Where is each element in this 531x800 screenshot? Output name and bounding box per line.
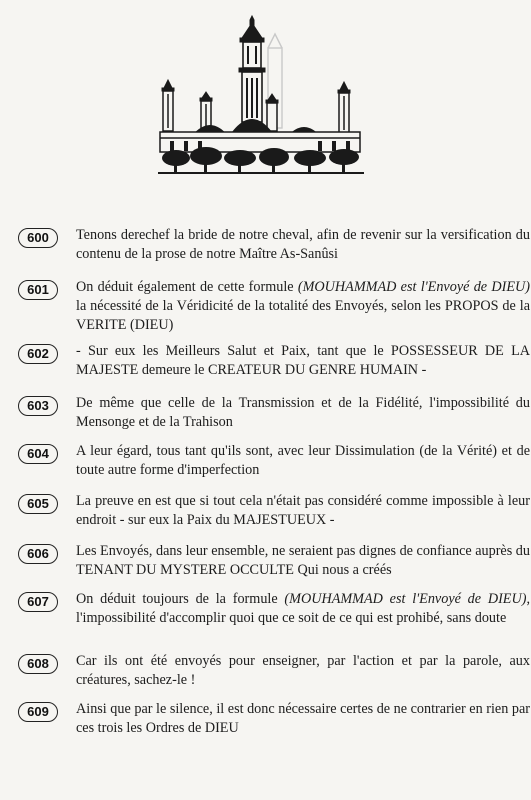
verse-number-badge: 602	[18, 344, 58, 364]
verse-text: A leur égard, tous tant qu'ils sont, avec leur Dissimulation (de la Vérité) et de toute autre forme d'imperfection	[76, 443, 530, 478]
verse-number-badge: 605	[18, 494, 58, 514]
verse-number-badge: 604	[18, 444, 58, 464]
verse-text: La preuve en est que si tout cela n'était pas considéré comme impossible à leur endroit - sur eux la Paix du MAJESTUEUX -	[76, 493, 530, 528]
verse-text: Ainsi que par le silence, il est donc nécessaire certes de ne contrarier en rien par ces trois les Ordres de DIEU	[76, 701, 530, 736]
verse-text: Les Envoyés, dans leur ensemble, ne seraient pas dignes de confiance auprès du TENANT DU MYSTERE OCCULTE Qui nous a créés	[76, 543, 530, 578]
verse-number-badge: 607	[18, 592, 58, 612]
verse-number-badge: 609	[18, 702, 58, 722]
verse-text: On déduit toujours de la formule (MOUHAMMAD est l'Envoyé de DIEU), l'impossibilité d'accomplir quoi que ce soit de ce qui est prohibé, sans doute	[76, 591, 530, 626]
verse-number-badge: 608	[18, 654, 58, 674]
verse-text: Car ils ont été envoyés pour enseigner, par l'action et par la parole, aux créatures, sachez-le !	[76, 653, 530, 688]
verse-text: De même que celle de la Transmission et de la Fidélité, l'impossibilité du Mensonge et de la Trahison	[76, 395, 530, 430]
verse-text: On déduit également de cette formule (MOUHAMMAD est l'Envoyé de DIEU) la nécessité de la Véridicité de la totalité des Envoyés, selon les PROPOS de la VERITE (DIEU)	[76, 279, 530, 333]
verse-number-badge: 600	[18, 228, 58, 248]
mosque-icon	[150, 8, 370, 180]
verse-number-badge: 601	[18, 280, 58, 300]
verse-text: - Sur eux les Meilleurs Salut et Paix, tant que le POSSESSEUR DE LA MAJESTE demeure le CREATEUR DU GENRE HUMAIN -	[76, 343, 530, 378]
verse-number-badge: 603	[18, 396, 58, 416]
verse-number-badge: 606	[18, 544, 58, 564]
mosque-illustration	[150, 8, 370, 180]
verse-text: Tenons derechef la bride de notre cheval, afin de revenir sur la versification du contenu de la prose de notre Maître As-Sanûsi	[76, 227, 530, 262]
